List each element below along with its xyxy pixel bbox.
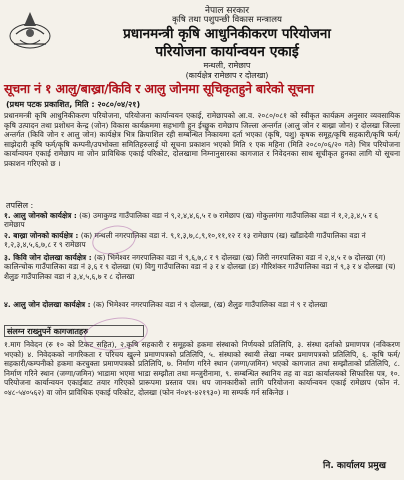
zone-text: (क) भिमेश्वर नगरपालिका वडा नं ९,६,७,८ र ९ दोलखा (ख) जिरी नगरपालिका वडा नं २,४,५ र ७ दोलखा (ग) कालिन्चोक गाउँपालिका वडा नं ३,६ र ९ दोलखा (घ) विगु गाउँपालिका वडा नं ३ र ४ दोलखा (ङ) गौरिशंकर गाउँपालिका वडा नं ९,३ र ४ दोलखा (च) शैलुङ गाउँपालिका वडा नं ३,४,५,६,७ र ८ दोलखा [4,253,396,281]
location-text: मन्थली, रामेछाप [203,61,251,70]
office-scope-text: (कार्यक्षेत्र रामेछाप र दोलखा) [185,71,269,80]
zone-text: (क) उमाकुण्ड गाउँपालिका वडा नं ९,२,४,४,६,५ र ७ रामेछाप (ख) गोकुलगंगा गाउँपालिका वडा नं १,२,३,४,५ र ६ रामेछाप [4,211,379,230]
zone-item [4,211,400,230]
notice-title: सूचना नं १ आलु/बाख्रा/किवि र आलु जोनमा सूचिकृतहुने बारेको सूचना [4,81,314,96]
documents-list: १.माग निवेदन (रु १० को टिकट सहित), २.कृषि सहकारी र समूहको हकमा संस्थाको निर्णयको प्रतिलिपि, ३. संस्था दर्ताको प्रमाणपत्र (नविकरण भएको) ४. निवेदकको नागरिकता र परिचय खुल्ने प्रमाणपत्रको प्रतिलिपि, ५. संस्थाको स्थायी लेखा नम्बर प्रमाणपत्रको प्रतिलिपि, ६. कृषि फर्म/सहकारी/कम्पनीको हकमा करचुक्ता प्रमाणपत्रको प्रतिलिपि, ७. निर्माण गरिने स्थान (जग्गा/जमिन) भएको कागजात तथा सम्झौताको प्रतिलिपि, ८. निर्माण गरिने स्थान (जग्गा/जमिन) भाडामा भएमा भाडा सम्झौता तथा मन्जुरीनामा, ९. सम्बन्धित स्थानिय तह वा वडा कार्यालयको सिफारिस पत्र, १०. परियोजना कार्यान्वयन एकाईबाट तयार गरिएको प्रारूपमा प्रस्ताव पत्र। थप जानकारीको लागि परियोजना कार्यान्वयन एकाई रामेछाप (फोन नं. ०४८-५४०५६२) वा जोन प्राविधिक एकाई परिकोट, दोलखा (फोन नं०४९-४२१९३०) मा सम्पर्क गर्न सकिनेछ । [4,340,400,397]
zone-item [4,231,400,250]
zone-label: १. आलु जोनको कार्यक्षेत्र : [4,211,77,220]
zone-item [4,253,400,281]
project-title: प्रधानमन्त्री कृषि आधुनिकीकरण परियोजना [123,26,331,42]
zone-text: (क) मन्थली नगरपालिका वडा नं. ९,१,३,७,८,९,१०,११,१२ र १३ रामेछाप (ख) खाँडादेवी गाउँपालिका वडा नं १,२,३,४,५,६,७,८ र ९ रामेछाप [4,231,366,250]
government-name: नेपाल सरकार [204,6,250,16]
documents-heading: संलग्न राख्नुपर्ने कागजातहरु [4,325,144,337]
ministry-name: कृषि तथा पशुपन्छी विकास मन्त्रालय [172,15,282,25]
zone-label: २. बाख्रा जोनको कार्यक्षेत्र : [4,231,79,240]
notice-intro-paragraph: प्रधानमन्त्री कृषि आधुनिकीकरण परियोजना, परियोजना कार्यान्वयन एकाई, रामेछापको आ.व. २०८०/०८१ को स्वीकृत कार्यक्रम अनुसार व्यवसायिक कृषि उत्पादन तथा प्रशोधन केन्द्र (जोन) विकास कार्यक्रममा सहभागी हुन ईच्छुक रामेछाप जिल्ला अन्तर्गत (आलु जोन र बाख्रा जोन) र दोलखा जिल्ला अन्तर्गत (किवि जोन र आलु जोन) कार्यक्षेत्र भित्र क्रियाशिल रही सम्बन्धित निकायमा दर्ता भएका (कृषि, पशु) कृषक समूह/कृषि सहकारी/कृषि फर्म/साझेदारी कृषि फर्म/कृषि कम्पनी/उपभोक्ता समितिहरुलाई यो सूचना प्रकाशन भएको मिति १ एक महिना (मिति २०८०/०६/२० गते) भित्र परियोजना कार्यान्वयन एकाई रामेछाप मा जोन प्राविधिक एकाई परिकोट, दोलखामा निम्नानुसारका कागजात र निवेदनका साथ सूचीकृत हुनका लागि यो सूचना प्रकाशन गरिएको छ । [4,111,400,168]
zone-label: ४. आलु जोन दोलखा कार्यक्षेत्र : [4,300,91,309]
zone-label: ३. किवि जोन दोलखा कार्यक्षेत्र : [4,253,92,262]
zone-item [4,300,400,309]
zone-text: (क) भिमेश्वर नगरपालिका वडा नं ९ दोलखा, (ख) शैलुङ गाउँपालिका वडा नं ९ र दोलखा [92,300,328,309]
signature-line: नि. कार्यालय प्रमुख [323,461,386,471]
unit-title: परियोजना कार्यान्वयन एकाई [155,44,299,60]
wards-heading: तपसिल : [6,201,34,210]
nepal-emblem-icon [6,6,54,52]
publication-date: (प्रथम पटक प्रकाशित, मिति : २०८०/०४/२१) [6,100,141,109]
